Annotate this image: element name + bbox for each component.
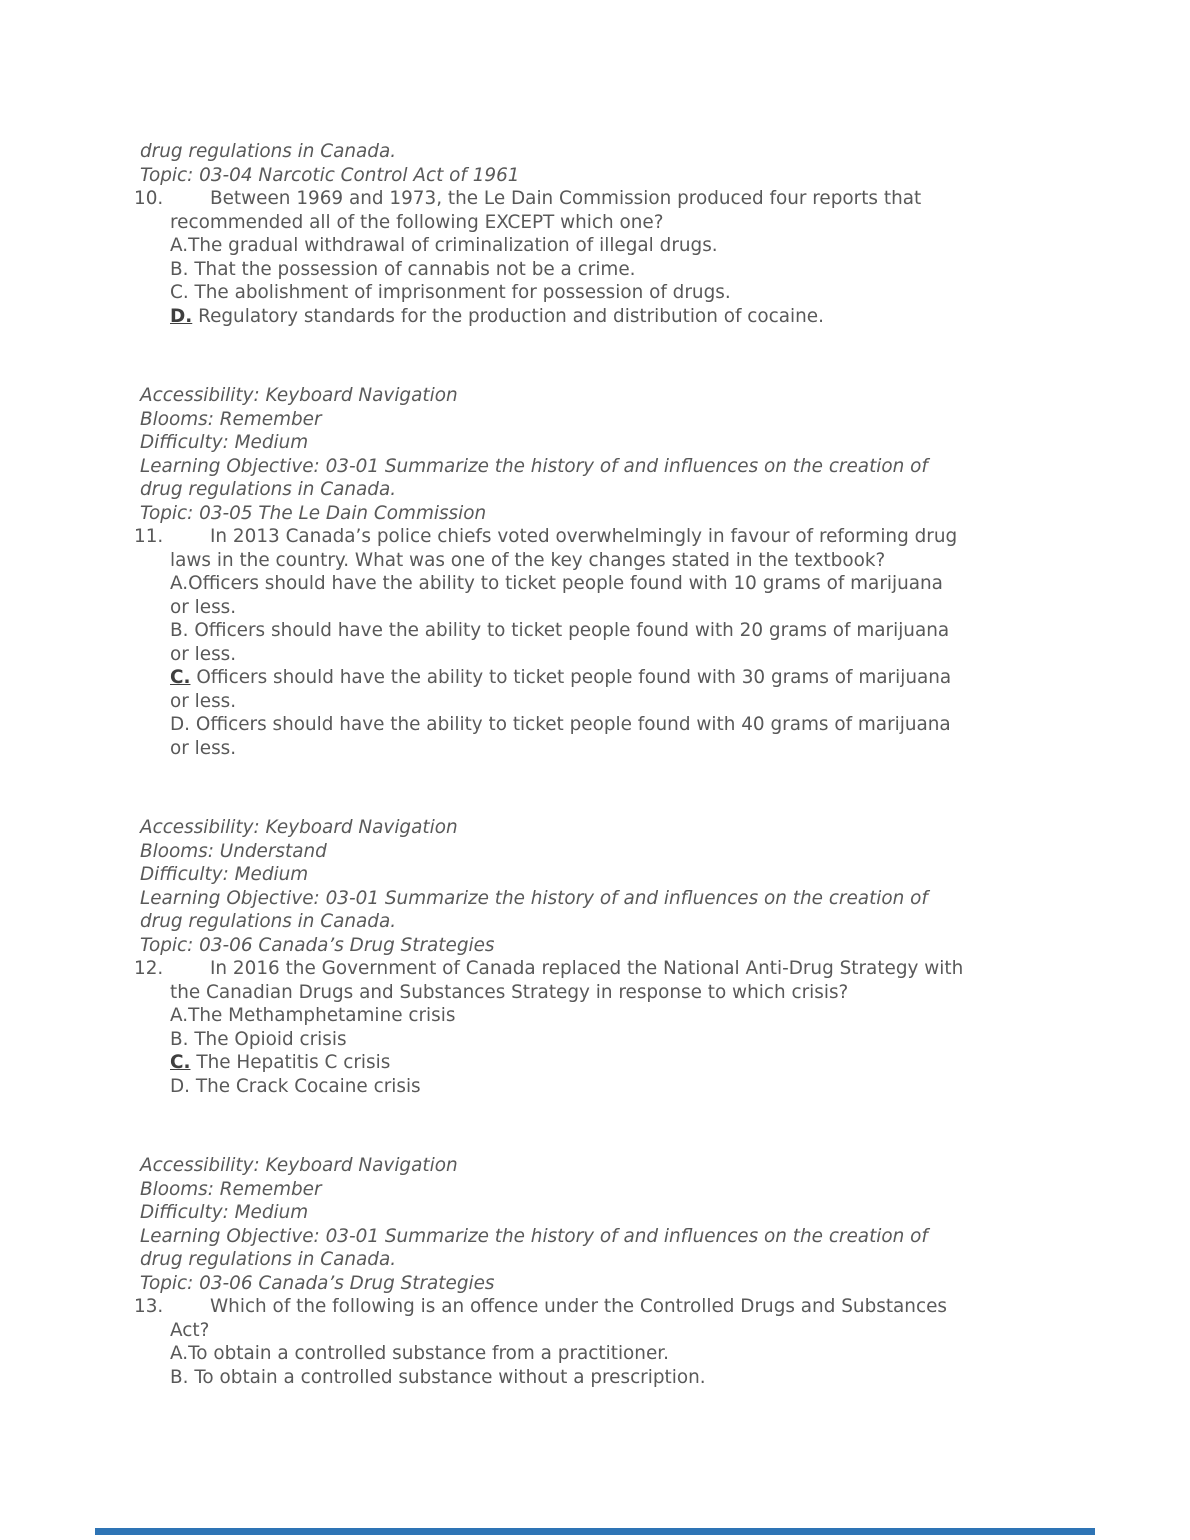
question-12-option-c-correct	[170, 1051, 1090, 1075]
question-13-option-b	[170, 1366, 1090, 1390]
question-11-option-d-cont: or less.	[170, 737, 237, 759]
meta-learning-objective-cont: drug regulations in Canada.	[140, 479, 397, 500]
question-13-stem-line-2: Act?	[170, 1319, 210, 1341]
option-text-c: Officers should have the ability to ticket people found with 30 grams of marijuana	[190, 667, 952, 688]
question-12-stem-line-2: the Canadian Drugs and Substances Strategy in response to which crisis?	[170, 981, 849, 1003]
meta-learning-objective: Learning Objective: 03-01 Summarize the history of and influences on the creation of	[140, 455, 928, 477]
meta-accessibility: Accessibility: Keyboard Navigation	[140, 385, 458, 406]
correct-answer-label-d: D.	[170, 305, 193, 327]
blank-space	[0, 328, 1190, 384]
question-10-stem-line-1	[134, 187, 1090, 211]
option-label-a: A.	[170, 235, 189, 256]
question-13-stem-line-1	[134, 1295, 1090, 1319]
meta-topic: Topic: 03-05 The Le Dain Commission	[140, 502, 487, 524]
question-11-option-d	[170, 713, 1090, 737]
question-13-stem-text: Which of the following is an offence under the Controlled Drugs and Substances	[210, 1296, 947, 1317]
blank-space	[0, 1098, 1190, 1154]
question-11-option-a-cont: or less.	[170, 596, 237, 618]
option-label-b: B.	[170, 1366, 189, 1388]
option-text-b: Officers should have the ability to ticket people found with 20 grams of marijuana	[188, 620, 950, 641]
question-10-option-a	[170, 234, 1090, 258]
question-11-stem-text: In 2013 Canada’s police chiefs voted overwhelmingly in favour of reforming drug	[210, 526, 958, 547]
option-label-a: A.	[170, 1005, 189, 1026]
option-label-d: D.	[170, 1075, 191, 1097]
meta-learning-objective: Learning Objective: 03-01 Summarize the history of and influences on the creation of	[140, 1225, 928, 1247]
option-text-c: The abolishment of imprisonment for possession of drugs.	[188, 282, 731, 303]
option-text-a: The gradual withdrawal of criminalization of illegal drugs.	[188, 235, 718, 256]
option-label-a: A.	[170, 1343, 189, 1364]
question-13-option-a	[170, 1342, 1090, 1366]
option-text-d: Regulatory standards for the production and distribution of cocaine.	[192, 305, 824, 327]
meta-blooms: Blooms: Understand	[140, 840, 327, 862]
question-11-option-a	[170, 572, 1090, 596]
meta-topic: Topic: 03-06 Canada’s Drug Strategies	[140, 934, 495, 956]
question-11-stem-line-1	[134, 525, 1090, 549]
option-label-b: B.	[170, 620, 189, 641]
intro-learning-objective-cont: drug regulations in Canada.	[140, 141, 397, 162]
option-text-a: To obtain a controlled substance from a practitioner.	[188, 1343, 669, 1364]
question-11-option-c-cont: or less.	[170, 690, 237, 712]
option-label-c: C.	[170, 282, 189, 303]
question-10-number: 10.	[134, 188, 164, 209]
option-text-d: The Crack Cocaine crisis	[190, 1075, 421, 1097]
option-text-d: Officers should have the ability to ticket people found with 40 grams of marijuana	[190, 714, 951, 735]
meta-blooms: Blooms: Remember	[140, 408, 322, 430]
meta-topic: Topic: 03-06 Canada’s Drug Strategies	[140, 1272, 495, 1294]
question-13-number: 13.	[134, 1296, 164, 1317]
option-label-b: B.	[170, 258, 189, 280]
option-text-c: The Hepatitis C crisis	[190, 1052, 391, 1073]
meta-difficulty: Difficulty: Medium	[140, 432, 309, 453]
option-label-a: A.	[170, 573, 189, 594]
correct-answer-label-c: C.	[170, 1052, 191, 1073]
question-12-stem-text: In 2016 the Government of Canada replaced the National Anti-Drug Strategy with	[210, 958, 964, 979]
question-10-option-b	[170, 258, 1090, 282]
intro-topic-line: Topic: 03-04 Narcotic Control Act of 1961	[140, 164, 520, 186]
meta-learning-objective-cont: drug regulations in Canada.	[140, 911, 397, 932]
meta-learning-objective: Learning Objective: 03-01 Summarize the history of and influences on the creation of	[140, 887, 928, 909]
question-12-option-d	[170, 1075, 1090, 1099]
option-text-b: The Opioid crisis	[188, 1028, 347, 1050]
meta-accessibility: Accessibility: Keyboard Navigation	[140, 1155, 458, 1176]
question-11-option-b	[170, 619, 1090, 643]
question-11-stem-line-2: laws in the country. What was one of the key changes stated in the textbook?	[170, 549, 886, 571]
blank-space	[0, 760, 1190, 816]
question-10-option-c	[170, 281, 1090, 305]
option-text-b: To obtain a controlled substance without a prescription.	[188, 1366, 706, 1388]
question-12-stem-line-1	[134, 957, 1090, 981]
question-12-number: 12.	[134, 958, 164, 979]
option-label-d: D.	[170, 714, 191, 735]
meta-difficulty: Difficulty: Medium	[140, 864, 309, 885]
meta-accessibility: Accessibility: Keyboard Navigation	[140, 817, 458, 838]
option-label-b: B.	[170, 1028, 189, 1050]
question-11-number: 11.	[134, 526, 164, 547]
correct-answer-label-c: C.	[170, 667, 191, 688]
meta-learning-objective-cont: drug regulations in Canada.	[140, 1249, 397, 1270]
meta-difficulty: Difficulty: Medium	[140, 1202, 309, 1223]
question-10-stem-text: Between 1969 and 1973, the Le Dain Commission produced four reports that	[210, 188, 922, 209]
question-10-option-d-correct	[170, 305, 1090, 329]
question-12-option-a	[170, 1004, 1090, 1028]
question-11-option-c-correct	[170, 666, 1090, 690]
option-text-a: Officers should have the ability to ticket people found with 10 grams of marijuana	[188, 573, 943, 594]
option-text-a: The Methamphetamine crisis	[188, 1005, 456, 1026]
page-bottom-divider	[95, 1528, 1095, 1535]
question-11-option-b-cont: or less.	[170, 643, 237, 665]
option-text-b: That the possession of cannabis not be a crime.	[188, 258, 636, 280]
meta-blooms: Blooms: Remember	[140, 1178, 322, 1200]
question-10-stem-line-2: recommended all of the following EXCEPT which one?	[170, 211, 664, 233]
question-12-option-b	[170, 1028, 1090, 1052]
